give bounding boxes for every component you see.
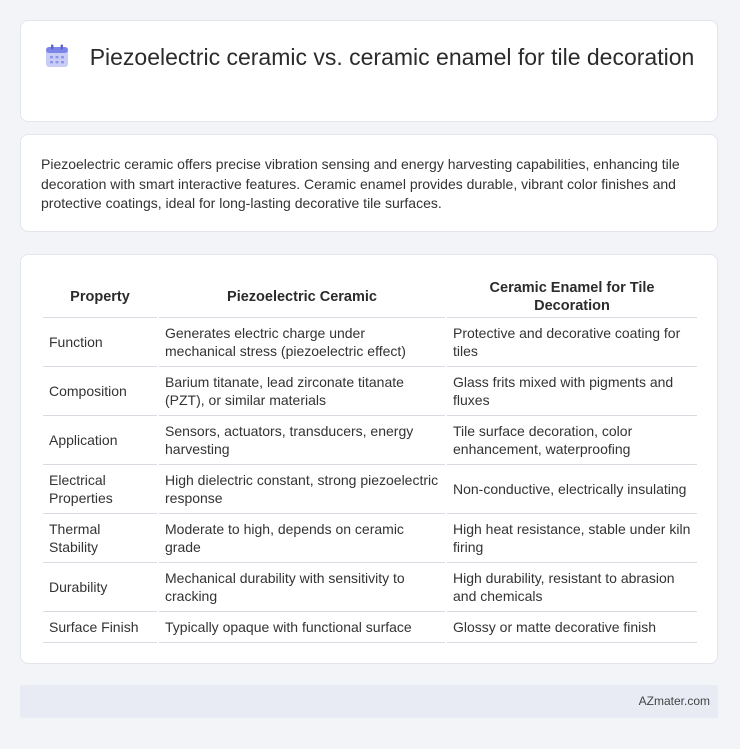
column-header-piezoelectric: Piezoelectric Ceramic [159, 277, 445, 318]
table-header-row [43, 277, 697, 318]
page-title: Piezoelectric ceramic vs. ceramic enamel for tile decoration [89, 44, 695, 70]
piezoelectric-cell: Generates electric charge under mechanical stress (piezoelectric effect) [159, 318, 445, 367]
table-row [43, 514, 697, 563]
comparison-table [41, 277, 699, 643]
intro-paragraph: Piezoelectric ceramic offers precise vibration sensing and energy harvesting capabilities, enhancing tile decoration with smart interactive features. Ceramic enamel provides durable, vibrant color finishes and protective coatings, ideal for long-lasting decorative tile surfaces. [41, 156, 680, 211]
enamel-cell: Glass frits mixed with pigments and fluxes [447, 367, 697, 416]
piezoelectric-cell: High dielectric constant, strong piezoelectric response [159, 465, 445, 514]
enamel-cell: High durability, resistant to abrasion and chemicals [447, 563, 697, 612]
property-cell: Thermal Stability [43, 514, 157, 563]
table-row [43, 318, 697, 367]
property-cell: Composition [43, 367, 157, 416]
property-cell: Surface Finish [43, 612, 157, 643]
property-cell: Application [43, 416, 157, 465]
property-cell: Electrical Properties [43, 465, 157, 514]
piezoelectric-cell: Moderate to high, depends on ceramic grade [159, 514, 445, 563]
footer-bar [20, 685, 718, 718]
table-row [43, 367, 697, 416]
piezoelectric-cell: Barium titanate, lead zirconate titanate (PZT), or similar materials [159, 367, 445, 416]
calendar-icon [44, 43, 70, 69]
column-header-enamel: Ceramic Enamel for Tile Decoration [447, 277, 697, 318]
intro-card [20, 134, 718, 232]
table-row [43, 612, 697, 643]
title-wrap [21, 43, 717, 72]
property-cell: Durability [43, 563, 157, 612]
property-cell: Function [43, 318, 157, 367]
enamel-cell: High heat resistance, stable under kiln firing [447, 514, 697, 563]
piezoelectric-cell: Typically opaque with functional surface [159, 612, 445, 643]
piezoelectric-cell: Sensors, actuators, transducers, energy harvesting [159, 416, 445, 465]
enamel-cell: Protective and decorative coating for tiles [447, 318, 697, 367]
table-row [43, 563, 697, 612]
table-row [43, 465, 697, 514]
title-card [20, 20, 718, 122]
comparison-card [20, 254, 718, 664]
footer-site-link[interactable]: AZmater.com [638, 694, 710, 708]
enamel-cell: Non-conductive, electrically insulating [447, 465, 697, 514]
enamel-cell: Tile surface decoration, color enhancement, waterproofing [447, 416, 697, 465]
column-header-property: Property [43, 277, 157, 318]
enamel-cell: Glossy or matte decorative finish [447, 612, 697, 643]
piezoelectric-cell: Mechanical durability with sensitivity to cracking [159, 563, 445, 612]
table-row [43, 416, 697, 465]
